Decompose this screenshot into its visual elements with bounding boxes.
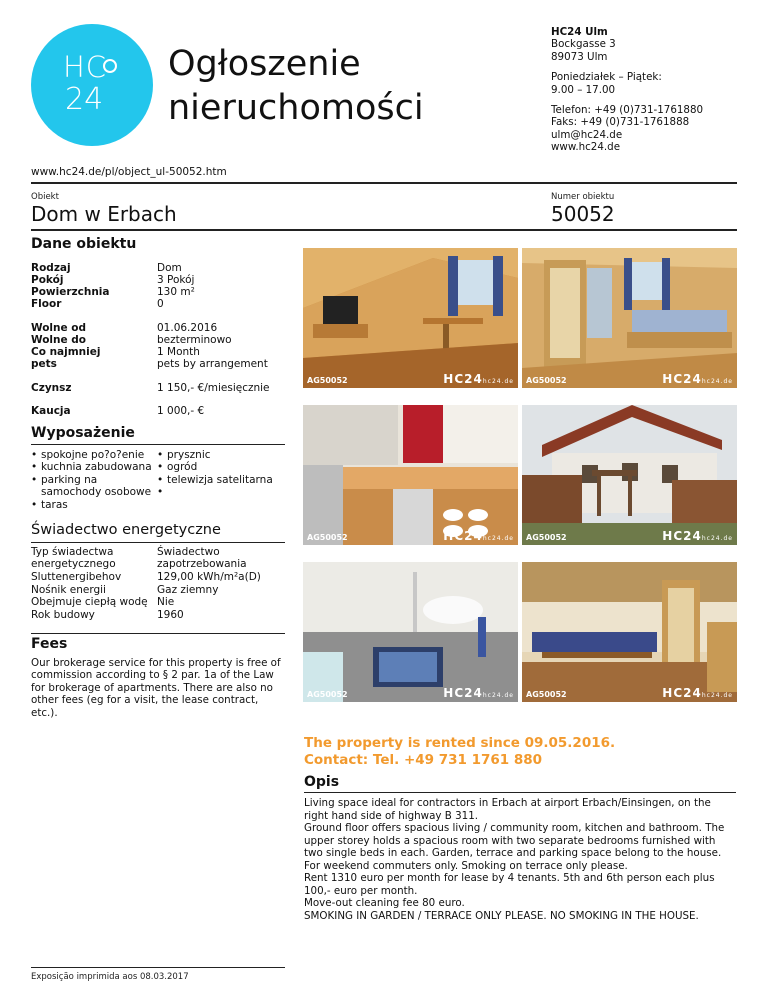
rental-status — [304, 735, 615, 769]
energy-value: Świadectwo zapotrzebowania — [157, 546, 247, 571]
photo-id: AG50052 — [307, 533, 348, 542]
detail-value: 0 — [157, 298, 164, 310]
divider — [31, 182, 737, 184]
photo-id: AG50052 — [307, 690, 348, 699]
description-text — [304, 797, 736, 922]
photo-brand: HC24 — [443, 686, 483, 700]
photo-brand: HC24 — [443, 372, 483, 386]
photo-brand-small: hc24.de — [482, 535, 514, 542]
description-line: Living space ideal for contractors in Erbach at airport Erbach/Einsingen, on the right hand side of highway B 311. — [304, 797, 711, 822]
object-number-label: Numer obiektu — [551, 192, 615, 202]
detail-key: Wolne do — [31, 334, 87, 346]
energy-key: Sluttenergibehov — [31, 571, 122, 583]
feature-item: • prysznic — [157, 449, 282, 461]
divider — [31, 542, 285, 543]
energy-key: Obejmuje ciepłą wodę — [31, 596, 148, 608]
photo-watermark — [662, 529, 733, 543]
detail-value: 130 m² — [157, 286, 195, 298]
divider — [304, 792, 736, 793]
detail-value: bezterminowo — [157, 334, 232, 346]
description-line: Ground floor offers spacious living / community room, kitchen and bathroom. The upper storey holds a spacious room with two separate bedrooms furnished with two single beds in each. Garden, terrace and parking space belong to the house. — [304, 822, 725, 859]
feature-item: • ogród — [157, 461, 282, 473]
photo-living-room[interactable] — [303, 248, 518, 388]
detail-value: 3 Pokój — [157, 274, 195, 286]
description-line: SMOKING IN GARDEN / TERRACE ONLY PLEASE. NO SMOKING IN THE HOUSE. — [304, 909, 699, 922]
feature-item: • parking na samochody osobowe — [31, 474, 159, 499]
divider — [31, 444, 285, 445]
description-title: Opis — [304, 774, 340, 790]
detail-key: Co najmniej — [31, 346, 101, 358]
photo-watermark — [443, 372, 514, 386]
photo-watermark — [443, 686, 514, 700]
company-street: Bockgasse 3 — [551, 38, 616, 51]
features-list-1 — [31, 449, 159, 511]
photo-brand: HC24 — [662, 529, 702, 543]
energy-title: Świadectwo energetyczne — [31, 522, 221, 538]
photo-watermark — [662, 686, 733, 700]
document-title — [168, 42, 424, 130]
document-title-line1: Ogłoszenie — [168, 44, 361, 84]
logo-text-hc: HC — [63, 50, 108, 84]
photo-id: AG50052 — [307, 376, 348, 385]
hours-time: 9.00 – 17.00 — [551, 83, 616, 96]
feature-item: • taras — [31, 499, 159, 511]
photo-watermark — [662, 372, 733, 386]
company-email[interactable]: ulm@hc24.de — [551, 128, 623, 141]
photo-brand-small: hc24.de — [701, 692, 733, 699]
photo-house-exterior[interactable] — [522, 405, 737, 545]
energy-value: Gaz ziemny — [157, 584, 219, 596]
detail-key: pets — [31, 358, 57, 370]
feature-item: • kuchnia zabudowana — [31, 461, 159, 473]
company-phone: Telefon: +49 (0)731-1761880 — [551, 104, 704, 117]
object-label: Obiekt — [31, 192, 59, 202]
rent-label: Czynsz — [31, 382, 72, 394]
energy-value: 1960 — [157, 609, 184, 621]
document-title-line2: nieruchomości — [168, 88, 424, 128]
photo-kitchen[interactable] — [303, 405, 518, 545]
energy-value: Nie — [157, 596, 175, 608]
photo-watermark — [443, 529, 514, 543]
company-fax: Faks: +49 (0)731-1761888 — [551, 116, 690, 129]
description-line: Rent 1310 euro per month for lease by 4 tenants. 5th and 6th person each plus 100,- euro per month. — [304, 872, 715, 897]
detail-value: 01.06.2016 — [157, 322, 218, 334]
photo-brand: HC24 — [443, 529, 483, 543]
details-title: Dane obiektu — [31, 236, 137, 252]
deposit-value: 1 000,- € — [157, 405, 205, 417]
detail-key: Wolne od — [31, 322, 87, 334]
detail-key: Floor — [31, 298, 62, 310]
object-name: Dom w Erbach — [31, 202, 177, 226]
photo-brand-small: hc24.de — [701, 378, 733, 385]
feature-item: • spokojne po?o?enie — [31, 449, 159, 461]
photo-brand-small: hc24.de — [482, 378, 514, 385]
fees-text: Our brokerage service for this property is free of commission according to § 2 par. 1a of the Law for brokerage of apartments. There are also no other fees (eg for a visit, the lease contract, etc.). — [31, 657, 281, 719]
company-logo — [31, 24, 153, 146]
company-name: HC24 Ulm — [551, 26, 608, 38]
photo-brand-small: hc24.de — [482, 692, 514, 699]
detail-value: Dom — [157, 262, 182, 274]
detail-key: Pokój — [31, 274, 64, 286]
fees-title: Fees — [31, 636, 68, 652]
photo-bathroom[interactable] — [303, 562, 518, 702]
photo-brand: HC24 — [662, 686, 702, 700]
photo-id: AG50052 — [526, 533, 567, 542]
logo-text-24: 24 — [65, 82, 104, 117]
photo-brand: HC24 — [662, 372, 702, 386]
features-title: Wyposażenie — [31, 425, 135, 441]
energy-key: Nośnik energii — [31, 584, 106, 596]
energy-key: Rok budowy — [31, 609, 95, 621]
detail-key: Rodzaj — [31, 262, 71, 274]
feature-item: • telewizja satelitarna — [157, 474, 282, 486]
hours-days: Poniedziałek – Piątek: — [551, 71, 662, 84]
company-contact — [551, 26, 703, 154]
energy-key: Typ świadectwa energetycznego — [31, 546, 116, 571]
detail-value: 1 Month — [157, 346, 200, 358]
description-line: Move-out cleaning fee 80 euro. — [304, 897, 465, 909]
print-date: Exposição imprimida aos 08.03.2017 — [31, 972, 189, 982]
object-url[interactable]: www.hc24.de/pl/object_ul-50052.htm — [31, 166, 227, 178]
rent-value: 1 150,- €/miesięcznie — [157, 382, 270, 394]
divider — [31, 967, 285, 968]
rental-status-line1: The property is rented since 09.05.2016. — [304, 735, 616, 751]
divider — [31, 633, 285, 634]
energy-value: 129,00 kWh/m²a(D) — [157, 571, 261, 583]
divider — [31, 229, 737, 231]
description-line: For weekend commuters only. Smoking on terrace only please. — [304, 859, 628, 872]
company-city: 89073 Ulm — [551, 50, 608, 63]
detail-key: Powierzchnia — [31, 286, 110, 298]
features-list-2 — [157, 449, 282, 486]
photo-id: AG50052 — [526, 376, 567, 385]
deposit-label: Kaucja — [31, 405, 71, 417]
photo-id: AG50052 — [526, 690, 567, 699]
detail-value: pets by arrangement — [157, 358, 268, 370]
photo-dining-room[interactable] — [522, 562, 737, 702]
photo-bedroom[interactable] — [522, 248, 737, 388]
rental-status-contact: Contact: Tel. +49 731 1761 880 — [304, 752, 543, 768]
object-number: 50052 — [551, 202, 615, 226]
company-website[interactable]: www.hc24.de — [551, 141, 621, 154]
photo-brand-small: hc24.de — [701, 535, 733, 542]
